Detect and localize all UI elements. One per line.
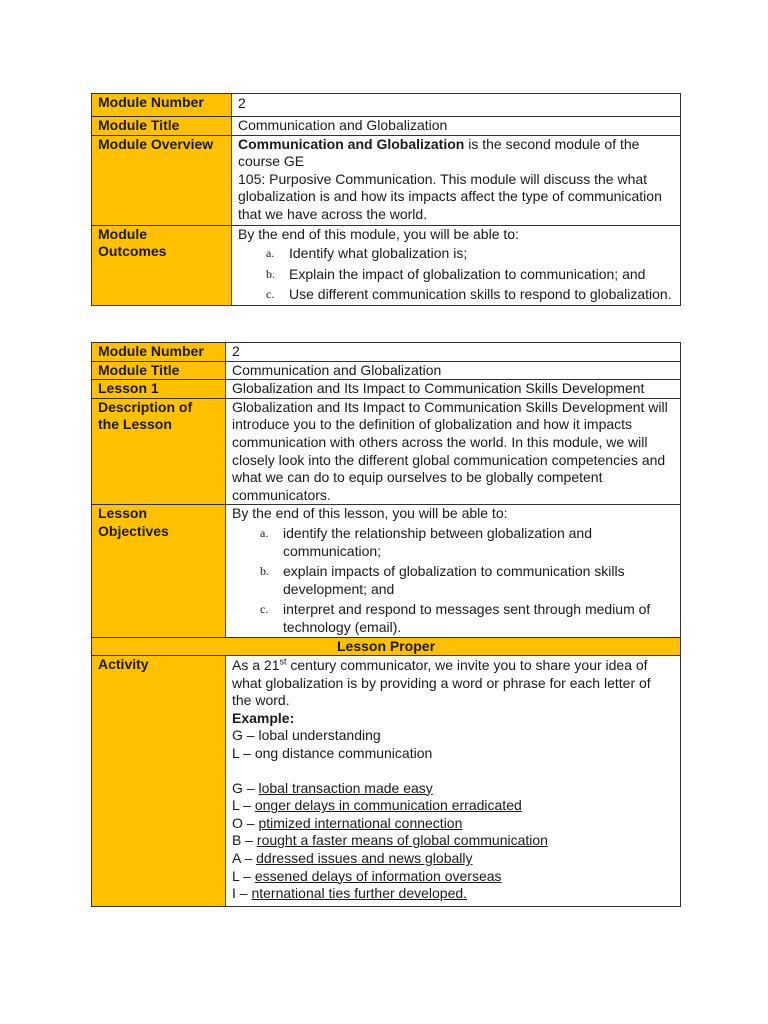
answer-line — [232, 885, 674, 903]
answer-line — [232, 832, 674, 850]
example-text: lobal understanding — [258, 727, 381, 744]
answer-text: lobal transaction made easy — [258, 779, 433, 796]
module-title-value: Communication and Globalization — [232, 117, 681, 136]
activity-intro — [232, 657, 674, 710]
list-item-text: Use different communication skills to respond to globalization. — [289, 286, 672, 303]
answer-text: rought a faster means of global communication — [256, 832, 548, 849]
outcomes-list — [238, 245, 674, 304]
module-outcomes-label — [92, 225, 232, 305]
list-item — [232, 601, 674, 636]
answer-letter: L – — [232, 867, 255, 884]
answer-letter: A – — [232, 850, 257, 867]
example-line — [232, 727, 674, 745]
module-number-label: Module Number — [92, 94, 232, 117]
overview-bold-title: Communication and Globalization — [238, 135, 465, 152]
module-number-value: 2 — [232, 94, 681, 117]
outcomes-label-line-1: Module — [98, 225, 147, 242]
answer-line — [232, 868, 674, 886]
activity-content — [226, 656, 681, 907]
list-marker: b. — [260, 564, 269, 579]
answer-letter: O – — [232, 814, 259, 831]
answer-letter: I – — [232, 885, 252, 902]
objectives-label-line-2: Objectives — [98, 522, 169, 539]
objectives-list — [232, 525, 674, 637]
objectives-label-line-1: Lesson — [98, 505, 148, 522]
list-marker: c. — [260, 602, 269, 617]
list-item-text: Identify what globalization is; — [289, 245, 468, 262]
answer-letter: G – — [232, 779, 259, 796]
list-item-text: explain impacts of globalization to communication skills development; and — [283, 563, 625, 597]
module-overview-value — [232, 135, 681, 225]
answer-letter: L – — [232, 797, 255, 814]
list-item — [238, 286, 674, 304]
answer-line — [232, 797, 674, 815]
list-marker: a. — [260, 525, 269, 540]
overview-text-2: 105: Purposive Communication. This module will discuss the what globalization is and how its impacts affect the type of communication that we have across the world. — [238, 170, 662, 222]
module-overview-label: Module Overview — [92, 135, 232, 225]
lesson-objectives-value — [226, 505, 681, 637]
module-title-label: Module Title — [92, 117, 232, 136]
list-marker: c. — [266, 287, 275, 302]
answer-line — [232, 815, 674, 833]
answer-letter: B – — [232, 832, 257, 849]
module-outcomes-value — [232, 225, 681, 305]
answer-text: onger delays in communication erradicated — [254, 797, 522, 814]
answer-line — [232, 850, 674, 868]
lesson-module-title-value: Communication and Globalization — [226, 361, 681, 380]
list-item-text: interpret and respond to messages sent through medium of technology (email). — [283, 601, 651, 635]
answer-text: nternational ties further developed. — [251, 885, 468, 902]
answer-text: ddressed issues and news globally — [256, 850, 473, 867]
lesson-info-table — [91, 342, 681, 907]
outcomes-label-line-2: Outcomes — [98, 243, 167, 260]
description-label-line-2: the Lesson — [98, 416, 172, 433]
activity-label: Activity — [92, 656, 226, 907]
answer-line — [232, 780, 674, 798]
lesson-objectives-label — [92, 505, 226, 637]
outcomes-intro: By the end of this module, you will be able to: — [238, 225, 519, 242]
example-line — [232, 745, 674, 763]
activity-intro-superscript: st — [279, 656, 287, 667]
lesson-module-number-value: 2 — [226, 343, 681, 362]
spacer — [232, 763, 674, 780]
list-marker: b. — [266, 266, 275, 281]
lesson-title-value: Globalization and Its Impact to Communication Skills Development — [226, 380, 681, 399]
answer-text: ptimized international connection — [258, 814, 463, 831]
module-info-table — [91, 93, 681, 306]
description-label-line-1: Description of — [98, 398, 193, 415]
list-item — [232, 563, 674, 598]
lesson-module-number-label: Module Number — [92, 343, 226, 362]
objectives-intro: By the end of this lesson, you will be able to: — [232, 505, 508, 522]
list-item — [238, 245, 674, 263]
lesson-proper-heading: Lesson Proper — [92, 637, 681, 656]
example-text: ong distance communication — [254, 745, 433, 762]
answer-text: essened delays of information overseas — [254, 867, 502, 884]
list-item-text: Explain the impact of globalization to communication; and — [289, 265, 646, 282]
example-label: Example: — [232, 709, 295, 726]
activity-intro-end: century communicator, we invite you to share your idea of what globalization is by providing a word or phrase for each letter of the word. — [232, 657, 651, 709]
example-letter: L – — [232, 745, 255, 762]
overview-text-1: is the second module of the course GE — [238, 135, 640, 170]
list-item — [232, 525, 674, 560]
activity-intro-start: As a 21 — [232, 657, 280, 674]
list-item-text: identify the relationship between globalization and communication; — [283, 524, 592, 559]
lesson-description-label — [92, 398, 226, 505]
lesson-module-title-label: Module Title — [92, 361, 226, 380]
example-letter: G – — [232, 727, 259, 744]
list-marker: a. — [266, 246, 275, 261]
lesson-number-label: Lesson 1 — [92, 380, 226, 399]
list-item — [238, 266, 674, 284]
lesson-description-value: Globalization and Its Impact to Communication Skills Development will introduce you to the definition of globalization and how it impacts communication with others across the world. In this module, we will closely look into the different global communication competencies and what we can do to equip ourselves to be globally competent communicators. — [226, 398, 681, 505]
